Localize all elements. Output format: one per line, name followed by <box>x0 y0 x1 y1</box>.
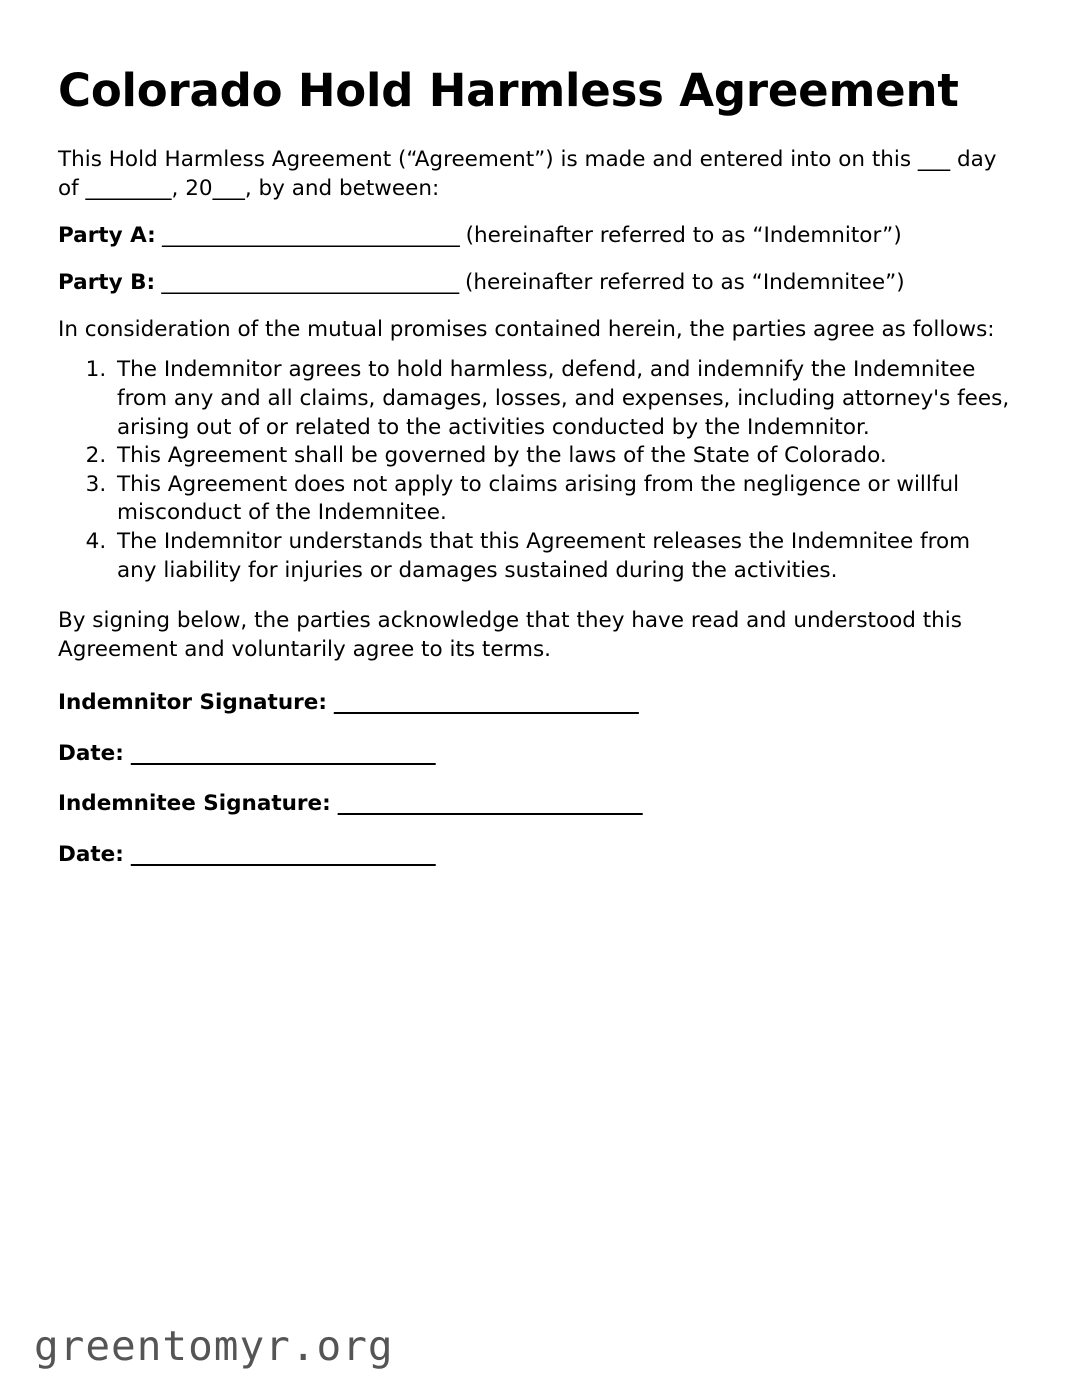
party-b-line <box>58 269 1013 298</box>
party-a-line <box>58 222 1013 251</box>
indemnitee-date-line <box>58 841 1013 870</box>
indemnitor-signature-label: Indemnitor Signature: <box>58 689 327 715</box>
consideration-paragraph: In consideration of the mutual promises contained herein, the parties agree as follows: <box>58 316 995 342</box>
indemnitor-signature-line <box>58 689 1013 718</box>
indemnitor-signature-blank[interactable]: ______________________________ <box>326 689 639 715</box>
indemnitee-signature-label: Indemnitee Signature: <box>58 791 331 817</box>
indemnitor-date-line <box>58 740 1013 769</box>
page-title: Colorado Hold Harmless Agreement <box>58 64 959 117</box>
list-item: 3. This Agreement does not apply to claims arising from the negligence or willful misconduct of the Indemnitee. <box>113 471 1013 528</box>
indemnitor-date-blank[interactable]: ______________________________ <box>123 740 436 766</box>
party-a-suffix: (hereinafter referred to as “Indemnitor”) <box>465 222 902 248</box>
site-watermark: greentomyr.org <box>34 1322 394 1370</box>
indemnitor-date-label: Date: <box>58 740 124 766</box>
list-item: 1. The Indemnitor agrees to hold harmless, defend, and indemnify the Indemnitee from any and all claims, damages, losses, and expenses, including attorney's fees, arising out of or related to the activities conducted by the Indemnitor. <box>113 356 1013 442</box>
indemnitee-date-blank[interactable]: ______________________________ <box>123 842 436 868</box>
document-body <box>58 66 1013 892</box>
party-b-suffix: (hereinafter referred to as “Indemnitee”) <box>464 269 905 295</box>
indemnitee-date-label: Date: <box>58 842 124 868</box>
intro-paragraph: This Hold Harmless Agreement (“Agreement”) is made and entered into on this ___ day of ________, 20___, by and between: <box>58 147 997 202</box>
list-item: 2. This Agreement shall be governed by the laws of the State of Colorado. <box>113 442 1013 471</box>
indemnitee-signature-blank[interactable]: ______________________________ <box>330 791 643 817</box>
terms-list <box>58 356 1013 585</box>
party-b-label: Party B: <box>58 269 156 295</box>
indemnitee-signature-line <box>58 790 1013 819</box>
party-b-blank[interactable]: _____________________________ <box>155 269 465 295</box>
party-a-label: Party A: <box>58 222 156 248</box>
closing-paragraph: By signing below, the parties acknowledge that they have read and understood this Agreement and voluntarily agree to its terms. <box>58 608 962 662</box>
party-a-blank[interactable]: _____________________________ <box>155 222 466 248</box>
list-item: 4. The Indemnitor understands that this Agreement releases the Indemnitee from any liability for injuries or damages sustained during the activities. <box>113 528 1013 585</box>
